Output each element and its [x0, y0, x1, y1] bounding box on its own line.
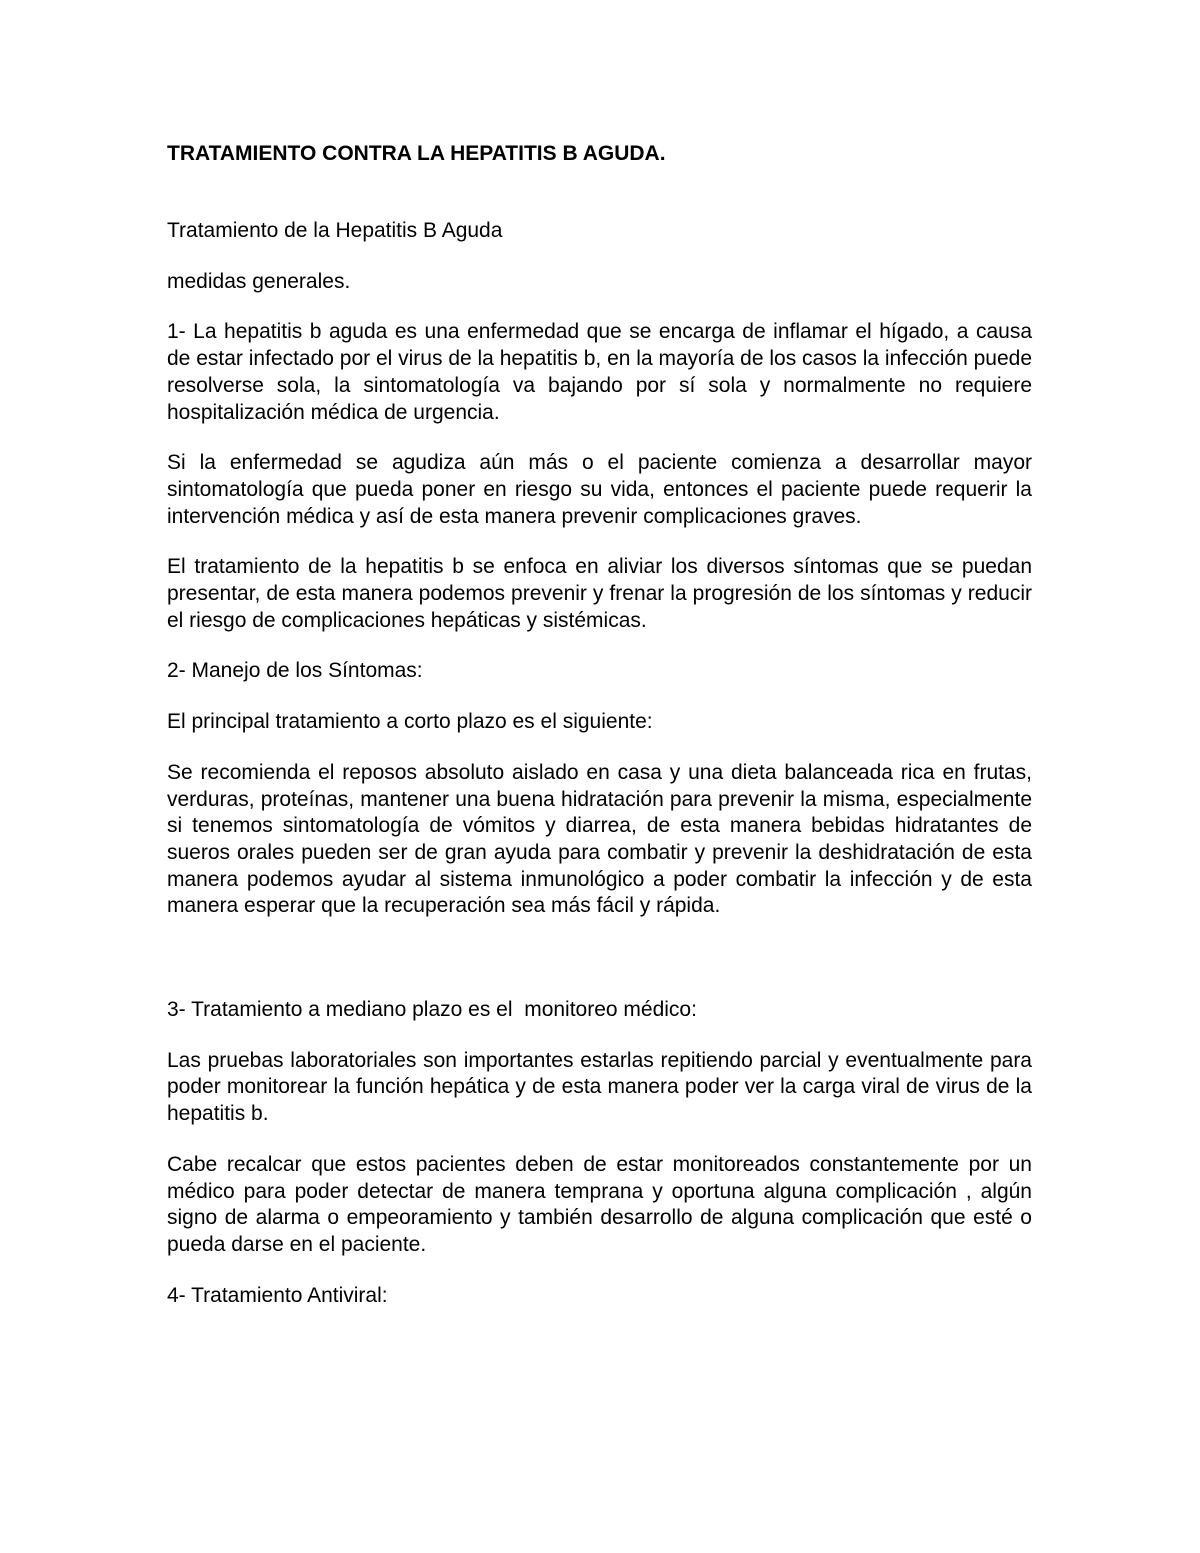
paragraph-6: Las pruebas laboratoriales son importantes estarlas repitiendo parcial y eventualmente para poder monitorear la función hepática y de esta manera poder ver la carga viral de virus de la hepatitis b. [167, 1048, 1032, 1126]
paragraph-3: El tratamiento de la hepatitis b se enfoca en aliviar los diversos síntomas que se puedan presentar, de esta manera podemos prevenir y frenar la progresión de los síntomas y reducir el riesgo de complicaciones hepáticas y sistémicas. [167, 555, 1032, 632]
paragraph-7: Cabe recalcar que estos pacientes deben de estar monitoreados constantemente por un médico para poder detectar de manera temprana y oportuna alguna complicación , algún signo de alarma o empeoramiento y también desarrollo de alguna complicación que esté o pueda darse en el paciente. [167, 1152, 1032, 1256]
section-3-heading: 3- Tratamiento a mediano plazo es el monitoreo médico: [167, 998, 697, 1022]
document-title: TRATAMIENTO CONTRA LA HEPATITIS B AGUDA. [167, 142, 666, 165]
document-subtitle: Tratamiento de la Hepatitis B Aguda [167, 219, 503, 242]
document-page [167, 140, 1032, 1309]
section-general-heading: medidas generales. [167, 269, 351, 293]
paragraph-5: Se recomienda el reposos absoluto aislado en casa y una dieta balanceada rica en frutas, verduras, proteínas, mantener una buena hidratación para prevenir la misma, especialmente si tenemos sintomatología de vómitos y diarrea, de esta manera bebidas hidratantes de sueros orales pueden ser de gran ayuda para combatir y prevenir la deshidratación de esta manera podemos ayudar al sistema inmunológico a poder combatir la infección y de esta manera esperar que la recuperación sea más fácil y rápida. [167, 760, 1032, 918]
paragraph-4: El principal tratamiento a corto plazo es el siguiente: [167, 710, 653, 734]
section-4-heading: 4- Tratamiento Antiviral: [167, 1283, 388, 1307]
section-2-heading: 2- Manejo de los Síntomas: [167, 659, 423, 683]
paragraph-1: 1- La hepatitis b aguda es una enfermedad que se encarga de inflamar el hígado, a causa de estar infectado por el virus de la hepatitis b, en la mayoría de los casos la infección puede resolverse sola, la sintomatología va bajando por sí sola y normalmente no requiere hospitalización médica de urgencia. [167, 320, 1033, 424]
paragraph-2: Si la enfermedad se agudiza aún más o el paciente comienza a desarrollar mayor sintomatología que pueda poner en riesgo su vida, entonces el paciente puede requerir la intervención médica y así de esta manera prevenir complicaciones graves. [167, 451, 1032, 528]
